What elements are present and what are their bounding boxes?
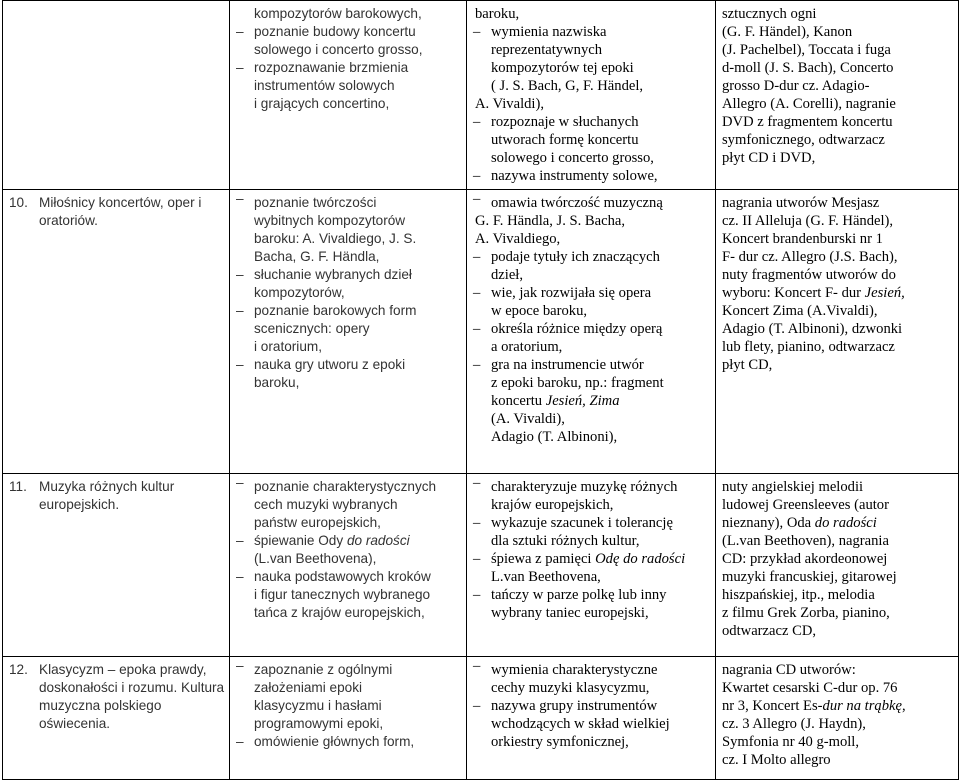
material-line: sztucznych ogni [722, 6, 817, 22]
bullet-item [230, 190, 466, 212]
item-text: wymienia nazwiska [491, 24, 607, 40]
materials-cell [716, 474, 959, 657]
item-text: (L.van Beethovena), [254, 551, 377, 566]
continuation-line [467, 95, 715, 113]
item-text: i figur tanecznych wybranego [254, 587, 431, 602]
table-row [3, 657, 959, 780]
continuation-line [230, 604, 466, 622]
outcomes-cell [467, 474, 716, 657]
bullet-item [467, 697, 715, 715]
bullet-item [467, 320, 715, 338]
material-line: płyt CD i DVD, [722, 150, 816, 166]
material-line: nuty fragmentów utworów do [722, 267, 896, 283]
materials-cell [716, 1, 959, 190]
item-text: wybrany taniec europejski, [491, 605, 649, 621]
item-text: wykazuje szacunek i tolerancję [491, 515, 673, 531]
table-row [3, 1, 959, 190]
material-line: CD: przykład akordeonowej [722, 551, 888, 567]
item-text: dla sztuki różnych kultur, [491, 533, 640, 549]
italic-title: do radości [346, 533, 410, 548]
material-line: Koncert Zima (A.Vivaldi), [722, 303, 878, 319]
topic-title [3, 190, 229, 230]
item-text: baroku: A. Vivaldiego, J. S. [254, 231, 417, 246]
continuation-line [230, 338, 466, 356]
topic-text: Klasycyzm – epoka prawdy, doskonałości i rozumu. Kultura muzyczna polskiego oświecenia. [39, 662, 225, 731]
item-text: solowego i concerto grosso, [491, 150, 654, 166]
continuation-line [230, 1, 466, 23]
continuation-line [467, 1, 715, 23]
item-text: dzieł, [491, 267, 524, 283]
item-text: wybitnych kompozytorów [254, 213, 406, 228]
text-segment: nieznany), Oda [722, 515, 815, 531]
continuation-line [467, 392, 715, 410]
table-row [3, 190, 959, 474]
item-text: Bacha, G. F. Händla, [254, 249, 380, 264]
item-text: nazywa instrumenty solowe, [491, 168, 658, 184]
item-text: gra na instrumencie utwór [491, 357, 644, 373]
italic-title: Jesień, [864, 285, 905, 301]
bullet-item [230, 302, 466, 320]
item-text: poznanie charakterystycznych [254, 479, 437, 494]
topic-cell [3, 190, 230, 474]
topic-cell [3, 657, 230, 780]
item-text: z epoki baroku, np.: fragment [491, 375, 664, 391]
item-text: słuchanie wybranych dzieł [254, 267, 412, 282]
continuation-line [230, 679, 466, 697]
continuation-line [230, 320, 466, 338]
item-text: poznanie barokowych form [254, 303, 417, 318]
bullet-item [230, 59, 466, 77]
item-text: nauka gry utworu z epoki [254, 357, 406, 372]
item-text: baroku, [475, 6, 520, 22]
item-text: reprezentatywnych [491, 42, 603, 58]
continuation-line [467, 410, 715, 428]
bullet-item [467, 657, 715, 679]
material-line: Koncert brandenburski nr 1 [722, 231, 883, 247]
continuation-line [230, 697, 466, 715]
item-text: w epoce baroku, [491, 303, 588, 319]
bullet-item [230, 733, 466, 751]
material-line: muzyki francuskiej, gitarowej [722, 569, 897, 585]
italic-title: Jesień, Zima [545, 393, 620, 409]
continuation-line [230, 77, 466, 95]
continuation-line [467, 733, 715, 751]
topic-text: Miłośnicy koncertów, oper i oratoriów. [39, 195, 202, 228]
continuation-line [230, 496, 466, 514]
italic-title: Odę do radości [595, 551, 686, 567]
material-line: płyt CD, [722, 357, 773, 373]
topic-number: 10. [9, 195, 28, 210]
content-cell [230, 657, 467, 780]
item-text: wie, jak rozwijała się opera [491, 285, 652, 301]
bullet-item [230, 657, 466, 679]
material-line: cz. II Alleluja (G. F. Händel), [722, 213, 894, 229]
item-text: cechy muzyki klasycyzmu, [491, 680, 650, 696]
continuation-line [230, 248, 466, 266]
item-text: kompozytorów tej epoki [491, 60, 634, 76]
topic-number: 11. [9, 479, 27, 494]
item-text: zapoznanie z ogólnymi [254, 662, 393, 677]
continuation-line [467, 77, 715, 95]
item-text: poznanie twórczości [254, 195, 377, 210]
material-line: (J. Pachelbel), Toccata i fuga [722, 42, 891, 58]
outcomes-cell [467, 1, 716, 190]
item-text: tańca z krajów europejskich, [254, 605, 425, 620]
material-line: Symfonia nr 40 g-moll, [722, 734, 860, 750]
material-line: nagrania utworów Mesjasz [722, 195, 880, 211]
material-line: F- dur cz. Allegro (J.S. Bach), [722, 249, 898, 265]
material-line: cz. I Molto allegro [722, 752, 831, 768]
continuation-line [467, 496, 715, 514]
materials-cell [716, 657, 959, 780]
item-text: wymienia charakterystyczne [491, 662, 658, 678]
bullet-item [467, 356, 715, 374]
item-text: baroku, [254, 375, 300, 390]
material-line: z filmu Grek Zorba, pianino, [722, 605, 890, 621]
item-text: L.van Beethovena, [491, 569, 601, 585]
bullet-item [467, 113, 715, 131]
material-line: Kwartet cesarski C-dur op. 76 [722, 680, 898, 696]
item-text: nazywa grupy instrumentów [491, 698, 658, 714]
material-line: grosso D-dur cz. Adagio- [722, 78, 870, 94]
item-text: Adagio (T. Albinoni), [491, 429, 618, 445]
continuation-line [230, 95, 466, 113]
text-segment: , [901, 698, 906, 714]
topic-number: 12. [9, 662, 28, 677]
material-line [716, 284, 958, 302]
material-line: hiszpańskiej, itp., melodia [722, 587, 875, 603]
continuation-line [467, 212, 715, 230]
item-text: wchodzących w skład wielkiej [491, 716, 670, 732]
item-text: tańczy w parze polkę lub inny [491, 587, 667, 603]
bullet-item [230, 568, 466, 586]
content-cell [230, 190, 467, 474]
bullet-item [230, 23, 466, 41]
item-text: omówienie głównych form, [254, 734, 415, 749]
item-text: państw europejskich, [254, 515, 381, 530]
bullet-item [230, 474, 466, 496]
topic-cell [3, 474, 230, 657]
continuation-line [467, 568, 715, 586]
item-text: instrumentów solowych [254, 78, 395, 93]
item-text: kompozytorów barokowych, [254, 6, 422, 21]
item-text: klasycyzmu i hasłami [254, 698, 382, 713]
topic-title [3, 657, 229, 733]
continuation-line [230, 284, 466, 302]
continuation-line [230, 715, 466, 733]
continuation-line [467, 428, 715, 446]
italic-title: dur na trąbkę [822, 698, 902, 714]
bullet-item [230, 266, 466, 284]
item-text: rozpoznawanie brzmienia [254, 60, 409, 75]
continuation-line [467, 59, 715, 77]
item-text: kompozytorów, [254, 285, 345, 300]
continuation-line [230, 514, 466, 532]
item-text: utworach formę koncertu [491, 132, 639, 148]
item-text: charakteryzuje muzykę różnych [491, 479, 678, 495]
item-text: scenicznych: opery [254, 321, 370, 336]
bullet-item [467, 167, 715, 185]
continuation-line [467, 532, 715, 550]
item-text: założeniami epoki [254, 680, 363, 695]
material-line: nagrania CD utworów: [722, 662, 856, 678]
material-line: d-moll (J. S. Bach), Concerto [722, 60, 894, 76]
material-line: DVD z fragmentem koncertu [722, 114, 893, 130]
material-line: odtwarzacz CD, [722, 623, 817, 639]
continuation-line [467, 131, 715, 149]
item-text: cech muzyki wybranych [254, 497, 398, 512]
material-line: Allegro (A. Corelli), nagranie [722, 96, 896, 112]
table-row [3, 474, 959, 657]
bullet-item [467, 23, 715, 41]
bullet-item [230, 532, 466, 550]
continuation-line [467, 302, 715, 320]
item-text: G. F. Händla, J. S. Bacha, [475, 213, 626, 229]
item-text: (A. Vivaldi), [491, 411, 565, 427]
materials-cell [716, 190, 959, 474]
item-text: programowymi epoki, [254, 716, 384, 731]
continuation-line [230, 374, 466, 392]
continuation-line [467, 715, 715, 733]
item-text: i oratorium, [254, 339, 322, 354]
continuation-line [467, 149, 715, 167]
material-line: lub flety, pianino, odtwarzacz [722, 339, 895, 355]
material-line: Adagio (T. Albinoni), dzwonki [722, 321, 903, 337]
material-line [716, 514, 958, 532]
continuation-line [230, 41, 466, 59]
outcomes-cell [467, 190, 716, 474]
item-text: solowego i concerto grosso, [254, 42, 423, 57]
continuation-line [230, 550, 466, 568]
bullet-item [467, 550, 715, 568]
outcomes-cell [467, 657, 716, 780]
continuation-line [467, 41, 715, 59]
item-text: podaje tytuły ich znaczących [491, 249, 660, 265]
topic-cell [3, 1, 230, 190]
bullet-item [467, 284, 715, 302]
material-line: nuty angielskiej melodii [722, 479, 864, 495]
material-line: (G. F. Händel), Kanon [722, 24, 853, 40]
italic-title: do radości [814, 515, 877, 531]
continuation-line [467, 338, 715, 356]
bullet-item [467, 474, 715, 496]
topic-title [3, 474, 229, 514]
continuation-line [467, 266, 715, 284]
continuation-line [467, 374, 715, 392]
item-text: ( J. S. Bach, G, F. Händel, [491, 78, 644, 94]
continuation-line [230, 230, 466, 248]
text-segment: wyboru: Koncert F- dur [722, 285, 865, 301]
bullet-item [467, 190, 715, 212]
item-text: koncertu [491, 393, 546, 409]
bullet-item [467, 514, 715, 532]
bullet-item [467, 586, 715, 604]
item-text: krajów europejskich, [491, 497, 614, 513]
continuation-line [467, 679, 715, 697]
material-line: symfonicznego, odtwarzacz [722, 132, 885, 148]
item-text: A. Vivaldiego, [475, 231, 561, 247]
item-text: określa różnice między operą [491, 321, 663, 337]
item-text: śpiewanie Ody [254, 533, 347, 548]
item-text: i grających concertino, [254, 96, 390, 111]
material-line: ludowej Greensleeves (autor [722, 497, 889, 513]
continuation-line [230, 586, 466, 604]
content-cell [230, 1, 467, 190]
bullet-item [467, 248, 715, 266]
topic-text: Muzyka różnych kultur europejskich. [39, 479, 175, 512]
item-text: omawia twórczość muzyczną [491, 195, 663, 211]
item-text: nauka podstawowych kroków [254, 569, 431, 584]
material-line: cz. 3 Allegro (J. Haydn), [722, 716, 866, 732]
continuation-line [230, 212, 466, 230]
material-line: (L.van Beethoven), nagrania [722, 533, 889, 549]
continuation-line [467, 604, 715, 622]
text-segment: nr 3, Koncert Es- [722, 698, 823, 714]
bullet-item [230, 356, 466, 374]
item-text: poznanie budowy koncertu [254, 24, 416, 39]
continuation-line [467, 230, 715, 248]
item-text: rozpoznaje w słuchanych [491, 114, 639, 130]
item-text: a oratorium, [491, 339, 563, 355]
item-text: śpiewa z pamięci [491, 551, 596, 567]
item-text: A. Vivaldi), [475, 96, 544, 112]
item-text: orkiestry symfonicznej, [491, 734, 629, 750]
content-cell [230, 474, 467, 657]
material-line [716, 697, 958, 715]
curriculum-table [2, 0, 959, 780]
